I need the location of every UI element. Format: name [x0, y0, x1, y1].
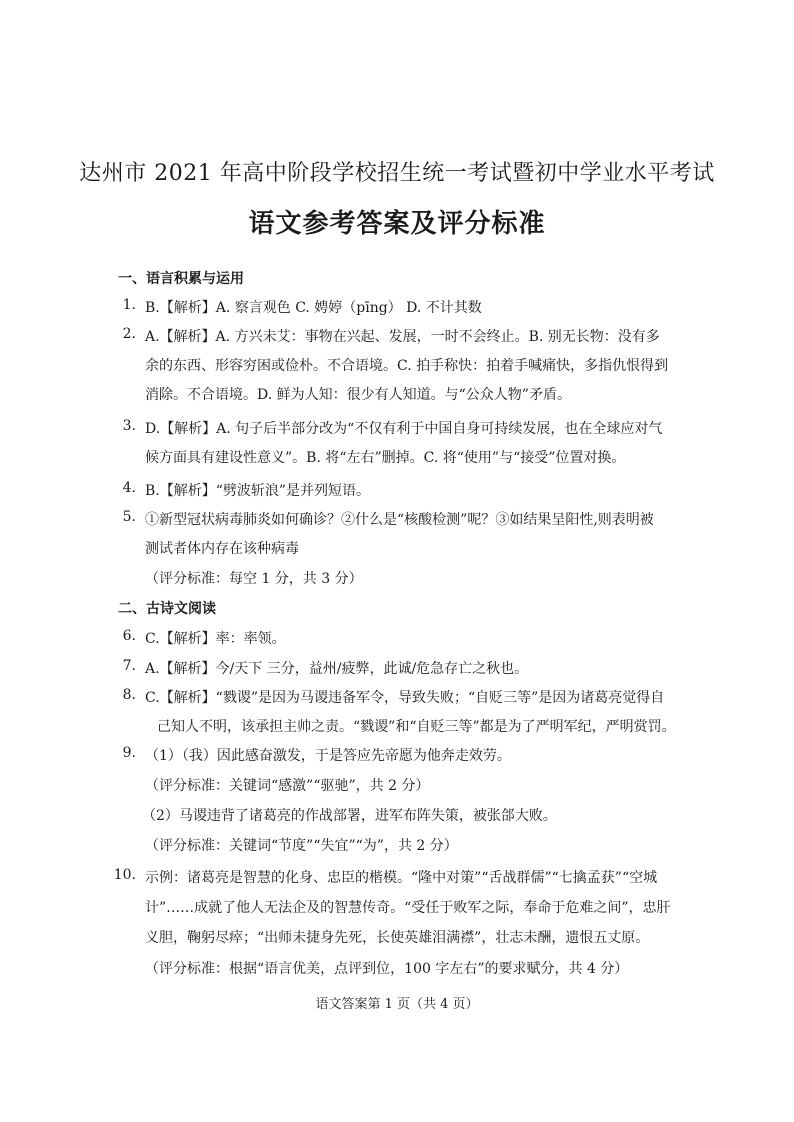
question-number: 9. — [122, 745, 136, 761]
answer-line: 测试者体内存在该种病毒 — [145, 541, 299, 557]
answer-line: D.【解析】A. 句子后半部分改为“不仅有利于中国自身可持续发展，也在全球应对气 — [145, 421, 663, 437]
answer-line: ①新型冠状病毒肺炎如何确诊？②什么是“核酸检测”呢？③如结果呈阳性,则表明被 — [145, 512, 654, 528]
exam-title: 达州市 2021 年高中阶段学校招生统一考试暨初中学业水平考试 — [79, 161, 715, 186]
answer-line: （1）（我）因此感奋激发，于是答应先帝愿为他奔走效劳。 — [145, 748, 511, 764]
scoring-note: （评分标准：每空 1 分，共 3 分） — [145, 571, 363, 587]
section-heading-2: 二、古诗文阅读 — [118, 601, 216, 617]
question-number: 8. — [122, 687, 136, 703]
answer-line: 示例：诸葛亮是智慧的化身、忠臣的楷模。“隆中对策”“舌战群儒”“七擒孟获”“空城 — [145, 870, 658, 886]
answer-line: 己知人不明，该承担主帅之责。“戮谡”和“自贬三等”都是为了严明军纪，严明赏罚。 — [157, 719, 676, 735]
section-heading-1: 一、语言积累与运用 — [118, 271, 244, 287]
answer-line: A.【解析】A. 方兴未艾：事物在兴起、发展，一时不会终止。B. 别无长物：没有多 — [145, 329, 660, 345]
question-number: 6. — [122, 628, 136, 644]
question-number: 3. — [122, 418, 136, 434]
page-footer: 语文答案第 1 页（共 4 页） — [315, 997, 479, 1012]
answer-line: B.【解析】“劈波斩浪”是并列短语。 — [145, 483, 371, 499]
scoring-note: （评分标准：关键词“节度”“失宜”“为”，共 2 分） — [145, 838, 458, 854]
answer-line: A.【解析】今/天下 三分，益州/疲弊，此诚/危急存亡之秋也。 — [145, 661, 529, 677]
answer-line: 计”……成就了他人无法企及的智慧传奇。“受任于败军之际，奉命于危难之间”，忠肝 — [145, 900, 671, 916]
question-number: 4. — [122, 480, 136, 496]
answer-line: 余的东西、形容穷困或俭朴。不合语境。C. 拍手称快：拍着手喊痛快，多指仇恨得到 — [145, 358, 669, 374]
answer-line: 义胆，鞠躬尽瘁；“出师未捷身先死，长使英雄泪满襟”，壮志未酬，遗恨五丈原。 — [145, 930, 650, 946]
question-number: 5. — [122, 509, 136, 525]
question-number: 2. — [122, 326, 136, 342]
answer-line: 消除。不合语境。D. 鲜为人知：很少有人知道。与“公众人物”矛盾。 — [145, 387, 571, 403]
question-number: 10. — [113, 867, 136, 883]
answer-line: C.【解析】率：率领。 — [145, 631, 286, 647]
scoring-note: （评分标准：根据“语言优美，点评到位，100 字左右”的要求赋分，共 4 分） — [145, 961, 629, 977]
answer-line: 候方面具有建设性意义”。B. 将“左右”删掉。C. 将“使用”与“接受”位置对换。 — [145, 450, 626, 466]
scoring-note: （评分标准：关键词“感激”“驱驰”，共 2 分） — [145, 778, 430, 794]
document-subtitle: 语文参考答案及评分标准 — [248, 209, 546, 239]
question-number: 7. — [122, 658, 136, 674]
question-number: 1. — [122, 297, 136, 313]
answer-line: B.【解析】A. 察言观色 C. 娉婷（pīng） D. 不计其数 — [145, 300, 482, 316]
answer-line: C.【解析】“戮谡”是因为马谡违备军令，导致失败；“自贬三等”是因为诸葛亮觉得自 — [145, 690, 665, 706]
answer-line: （2）马谡违背了诸葛亮的作战部署，进军布阵失策，被张郃大败。 — [142, 808, 557, 824]
